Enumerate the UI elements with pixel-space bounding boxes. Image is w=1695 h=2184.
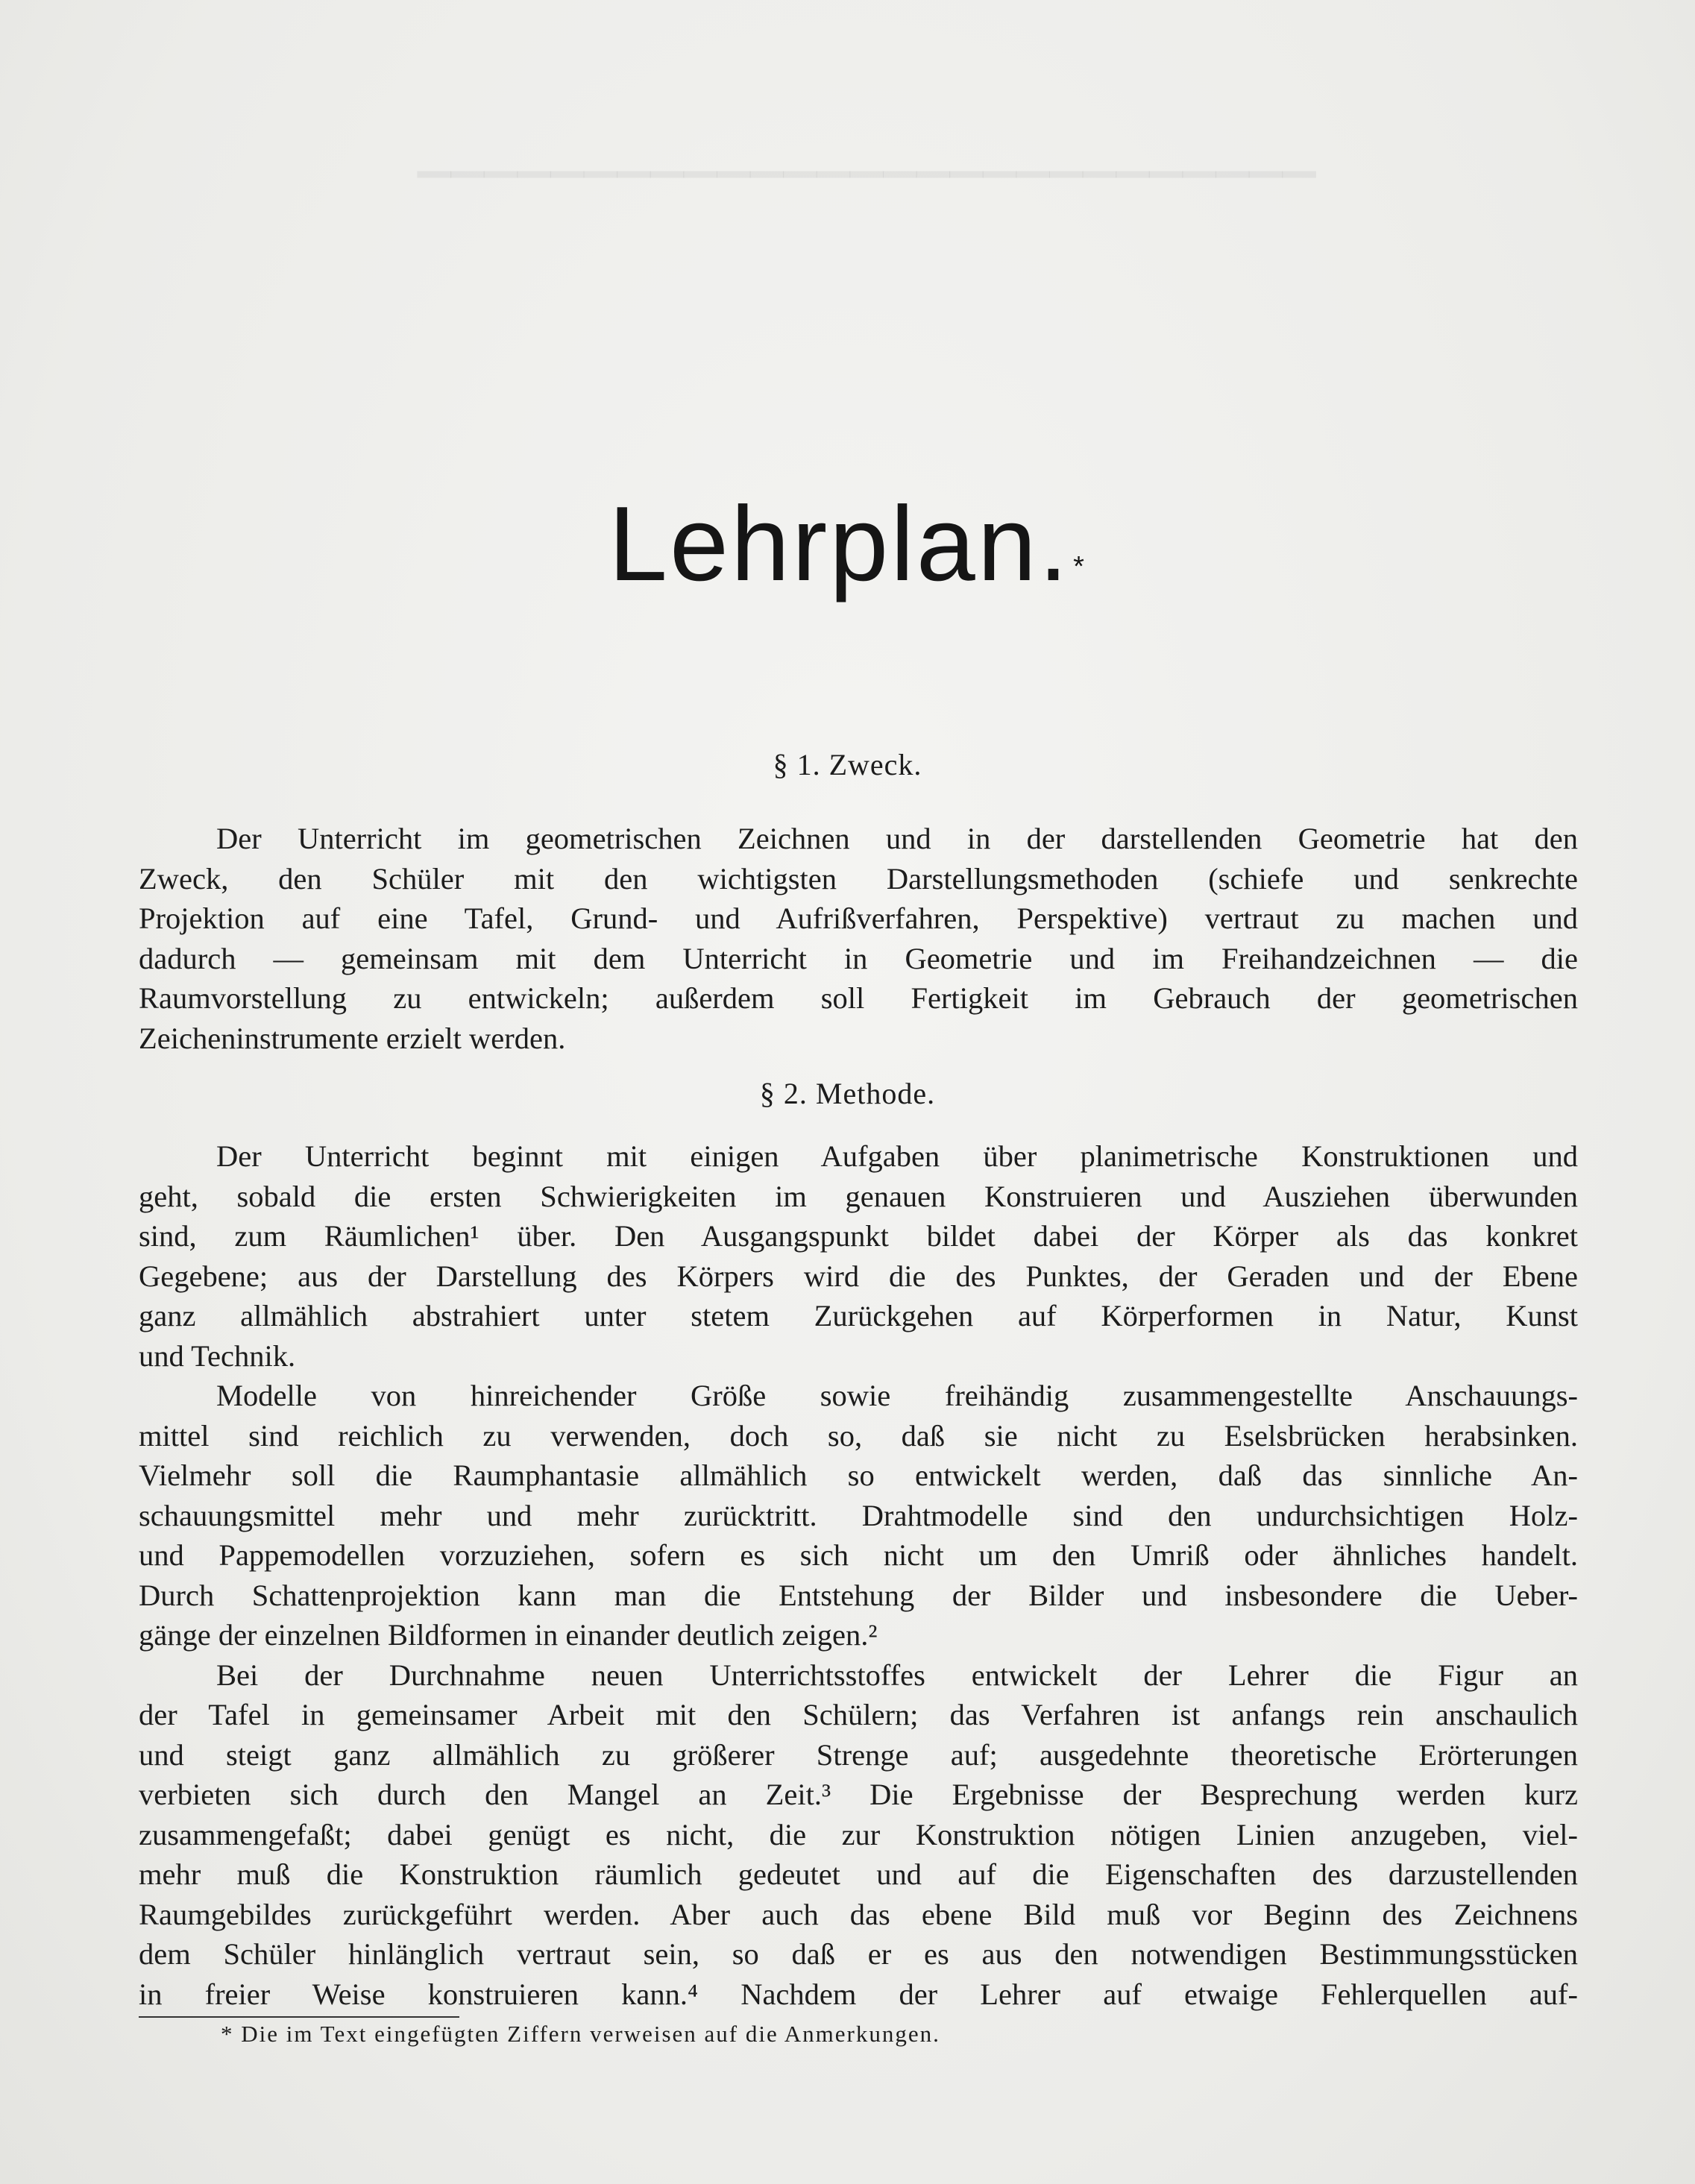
footnote: * Die im Text eingefügten Ziffern verweisen auf die Anmerkungen. [221,2021,940,2047]
paragraph-line: Durch Schattenprojektion kann man die Entstehung der Bilder und insbesondere die Ueber- [139,1578,1578,1612]
paragraph-line: Der Unterricht im geometrischen Zeichnen und in der darstellenden Geometrie hat den [216,822,1578,855]
paragraph-line: mehr muß die Konstruktion räumlich gedeutet und auf die Eigenschaften des darzustellenden [139,1857,1578,1891]
paragraph-line: ganz allmählich abstrahiert unter stetem Zurückgehen auf Körperformen in Natur, Kunst [139,1299,1578,1332]
paragraph-line: zusammengefaßt; dabei genügt es nicht, die zur Konstruktion nötigen Linien anzugeben, viel- [139,1817,1578,1851]
paragraph-line: dem Schüler hinlänglich vertraut sein, so daß er es aus den notwendigen Bestimmungsstücken [139,1937,1578,1971]
paragraph-line: und Technik. [139,1338,296,1373]
section-body-methode [139,1136,1578,2014]
paragraph-line: Projektion auf eine Tafel, Grund- und Aufrißverfahren, Perspektive) vertraut zu machen und [139,901,1578,935]
paragraph-line: Zweck, den Schüler mit den wichtigsten Darstellungsmethoden (schiefe und senkrechte [139,861,1578,896]
paragraph-line: dadurch — gemeinsam mit dem Unterricht in Geometrie und im Freihandzeichnen — die [139,941,1578,975]
paragraph-line: verbieten sich durch den Mangel an Zeit.³ Die Ergebnisse der Besprechung werden kurz [139,1778,1578,1811]
paragraph-line: Gegebene; aus der Darstellung des Körpers wird die des Punktes, der Geraden und der Ebene [139,1259,1578,1293]
paragraph-line: Raumgebildes zurückgeführt werden. Aber auch das ebene Bild muß vor Beginn des Zeichnens [139,1897,1578,1931]
paragraph-line: geht, sobald die ersten Schwierigkeiten im genauen Konstruieren und Ausziehen überwunden [139,1179,1578,1213]
paragraph-line: gänge der einzelnen Bildformen in einander deutlich zeigen.² [139,1618,878,1652]
section-heading-zweck: § 1. Zweck. [773,748,922,781]
section-body-zweck [139,819,1578,1058]
paragraph-line: Raumvorstellung zu entwickeln; außerdem soll Fertigkeit im Gebrauch der geometrischen [139,981,1578,1015]
section-heading-methode: § 2. Methode. [759,1077,936,1110]
paragraph-line: Vielmehr soll die Raumphantasie allmählich so entwickelt werden, daß das sinnliche An- [139,1458,1578,1492]
paragraph-line: in freier Weise konstruieren kann.⁴ Nachdem der Lehrer auf etwaige Fehlerquellen auf- [139,1977,1578,2011]
bleed-through-shadow: ▁▁▁▁▁▁▁▁▁▁▁▁▁▁▁▁▁▁▁▁▁▁▁▁▁▁▁ [418,128,1316,177]
paragraph-line: sind, zum Räumlichen¹ über. Den Ausgangspunkt bildet dabei der Körper als das konkret [139,1219,1578,1253]
paragraph-line: und Pappemodellen vorzuziehen, sofern es sich nicht um den Umriß oder ähnliches handelt. [139,1538,1578,1572]
paragraph-line: Zeicheninstrumente erzielt werden. [139,1021,566,1055]
paragraph-line: Modelle von hinreichender Größe sowie freihändig zusammengestellte Anschauungs- [216,1379,1578,1412]
paragraph-line: und steigt ganz allmählich zu größerer Strenge auf; ausgedehnte theoretische Erörterungen [139,1737,1578,1772]
paragraph-line: Der Unterricht beginnt mit einigen Aufgaben über planimetrische Konstruktionen und [216,1139,1578,1173]
title-footnote-mark: * [1073,551,1087,582]
page-title: Lehrplan. * [608,485,1087,603]
paragraph-line: Bei der Durchnahme neuen Unterrichtsstoffes entwickelt der Lehrer die Figur an [216,1658,1578,1692]
footnote-divider [139,2016,459,2018]
paragraph-line: mittel sind reichlich zu verwenden, doch so, daß sie nicht zu Eselsbrücken herabsinken. [139,1418,1578,1453]
paragraph-line: schauungsmittel mehr und mehr zurücktritt. Drahtmodelle sind den undurchsichtigen Holz- [139,1498,1578,1532]
paragraph-line: der Tafel in gemeinsamer Arbeit mit den Schülern; das Verfahren ist anfangs rein anschaulich [139,1698,1578,1731]
